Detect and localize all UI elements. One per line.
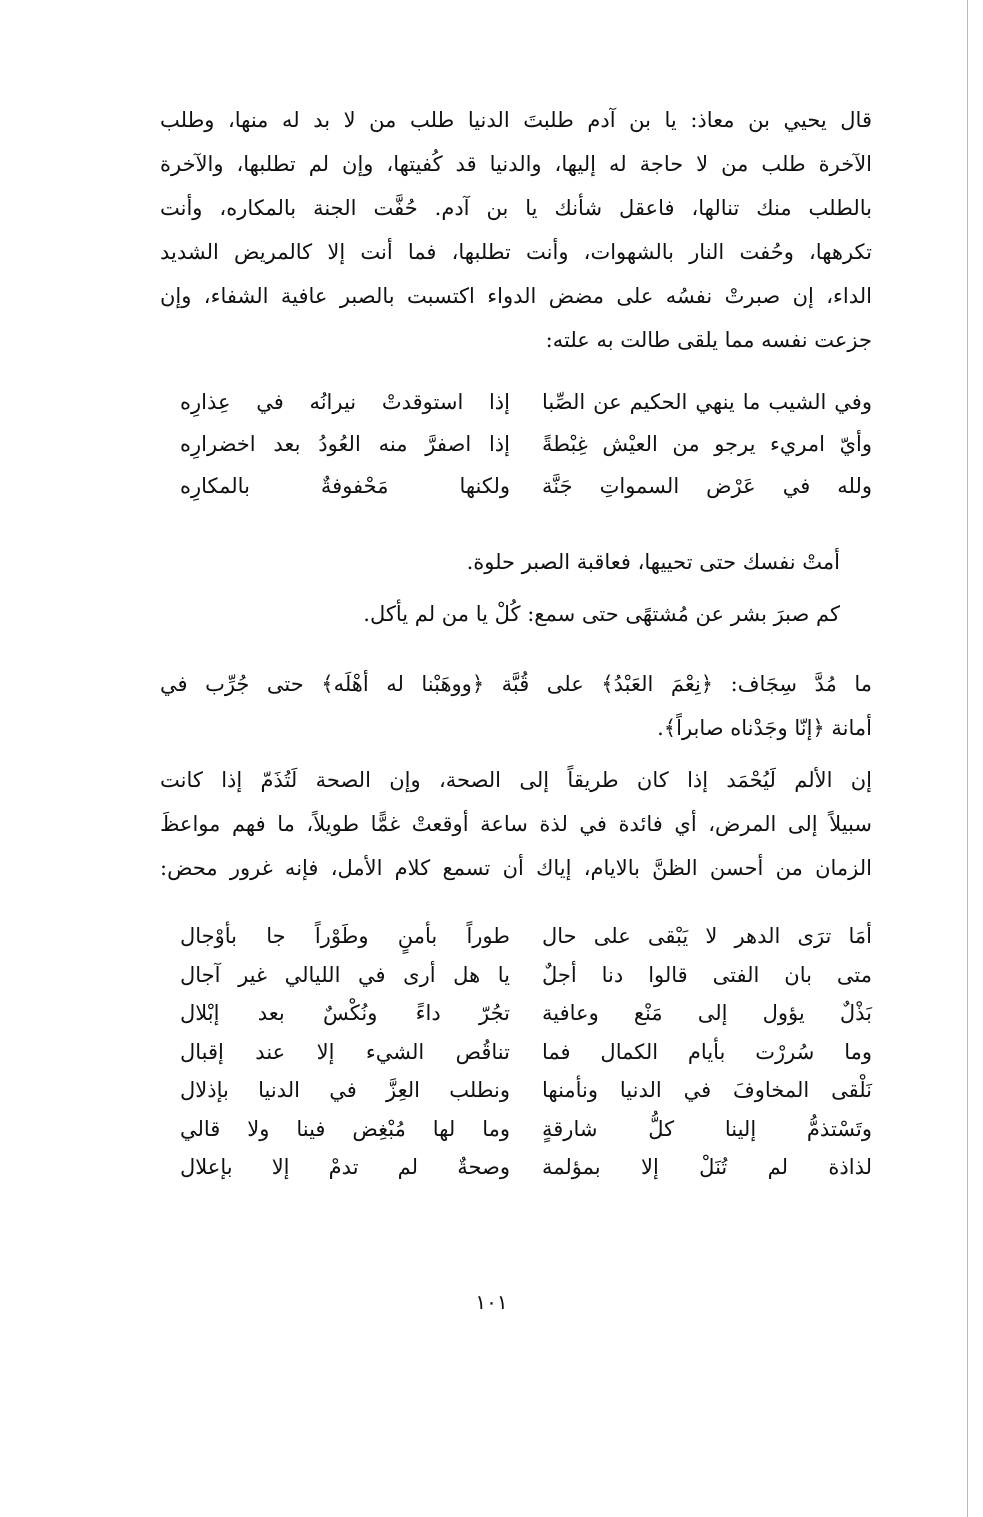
verse-first-hemistich: وفي الشيب ما ينهي الحكيم عن الصِّبا	[542, 390, 872, 414]
poem-verse	[160, 924, 872, 963]
paragraph-line: إن الألم لَيُحْمَد إذا كان طريقاً إلى الصحة، وإن الصحة لَتُذَمّ إذا كانت	[160, 768, 872, 792]
paragraph-line: قال يحيي بن معاذ: يا بن آدم طلبتَ الدنيا طلب من لا بد له منها، وطلب	[160, 108, 872, 132]
poem-verse	[160, 1078, 872, 1117]
verse-second-hemistich: ونطلب العِزَّ في الدنيا بإذلال	[180, 1078, 510, 1102]
paragraph-line: جزعت نفسه مما يلقى طالت به علته:	[545, 328, 872, 352]
paragraph-line: أمتْ نفسك حتى تحييها، فعاقبة الصبر حلوة.	[466, 550, 840, 574]
verse-first-hemistich: وما سُررْت بأيام الكمال فما	[542, 1039, 872, 1064]
verse-first-hemistich: بَذْلٌ يؤول إلى مَنْع وعافية	[542, 1001, 872, 1025]
poem-verse	[160, 1001, 872, 1040]
poem-verse	[160, 1040, 872, 1079]
poem-verse	[160, 474, 872, 516]
verse-second-hemistich: طوراً بأمنٍ وطَوْراً جا بأوْجال	[180, 924, 510, 948]
verse-first-hemistich: وتَسْتذمُّ إلينا كلُّ شارقةٍ	[542, 1116, 872, 1141]
poem-verse	[160, 963, 872, 1002]
paragraph-line: تكرهها، وحُفت النار بالشهوات، وأنت تطلبها، فما أنت إلا كالمريض الشديد	[160, 240, 872, 264]
verse-second-hemistich: إذا استوقدتْ نيرانُه في عِذارِه	[180, 390, 510, 414]
poem-shayb	[160, 390, 872, 516]
verse-first-hemistich: متى بان الفتى قالوا دنا أجلٌ	[542, 962, 872, 987]
verse-second-hemistich: وما لها مُبْغِض فينا ولا قالي	[180, 1116, 510, 1141]
page-number: ١٠١	[475, 1290, 508, 1314]
poem-verse	[160, 432, 872, 474]
paragraph-sijaf	[160, 662, 872, 750]
poem-dahr	[160, 924, 872, 1194]
poem-verse	[160, 390, 872, 432]
verse-first-hemistich: لذاذة لم تُنَلْ إلا بمؤلمة	[542, 1155, 872, 1179]
paragraph-kam-sabara	[180, 592, 840, 636]
paragraph-line: ما مُدَّ سِجَاف: ﴿نِعْمَ العَبْدُ﴾ على قُبَّة ﴿ووهَبْنا له أهْلَه﴾ حتى جُرِّب في	[160, 672, 872, 696]
verse-first-hemistich: وأيّ امريء يرجو من العيْش غِبْطةً	[542, 432, 872, 456]
verse-second-hemistich: يا هل أرى في الليالي غير آجال	[180, 962, 510, 987]
paragraph-line: بالطلب منك تنالها، فاعقل شأنك يا بن آدم. حُفَّت الجنة بالمكاره، وأنت	[160, 196, 872, 220]
verse-second-hemistich: إذا اصفرَّ منه العُودُ بعد اخضرارِه	[180, 432, 510, 456]
verse-second-hemistich: تجُرّ داءً ونُكْسٌ بعد إبْلال	[180, 1001, 510, 1025]
paragraph-line: الآخرة طلب من لا حاجة له إليها، والدنيا قد كُفيتها، وإن لم تطلبها، والآخرة	[160, 152, 872, 176]
verse-first-hemistich: نَلْقى المخاوفَ في الدنيا ونأمنها	[542, 1078, 872, 1102]
paragraph-amit-nafsak	[180, 540, 840, 584]
paragraph-line: الداء، إن صبرتْ نفسُه على مضض الدواء اكتسبت بالصبر عافية الشفاء، وإن	[160, 284, 872, 308]
paragraph-line: الزمان من أحسن الظنَّ بالايام، إياك أن تسمع كلام الأمل، فإنه غرور محض:	[160, 856, 872, 880]
poem-verse	[160, 1117, 872, 1156]
paragraph-line: سبيلاً إلى المرض، أي فائدة في لذة ساعة أوقعتْ غمًّا طويلاً، ما فهم مواعظَ	[160, 812, 872, 836]
poem-verse	[160, 1155, 872, 1194]
verse-first-hemistich: أمَا ترَى الدهر لا يَبْقى على حال	[542, 924, 872, 948]
verse-second-hemistich: وصحةٌ لم تدمْ إلا بإعلال	[180, 1155, 510, 1179]
verse-second-hemistich: ولكنها مَحْفوفةٌ بالمكارِه	[180, 474, 510, 498]
paragraph-line: أمانة ﴿إنّا وجَدْناه صابراً﴾.	[657, 716, 872, 740]
paragraph-line: كم صبرَ بشر عن مُشتهًى حتى سمع: كُلْ يا من لم يأكل.	[363, 602, 840, 626]
paragraph-yahya-ibn-muadh	[160, 98, 872, 362]
verse-first-hemistich: ولله في عَرْض السمواتِ جَنَّة	[542, 474, 872, 498]
verse-second-hemistich: تناقُص الشيء إلا عند إقبال	[180, 1039, 510, 1064]
paragraph-al-alam	[160, 758, 872, 890]
